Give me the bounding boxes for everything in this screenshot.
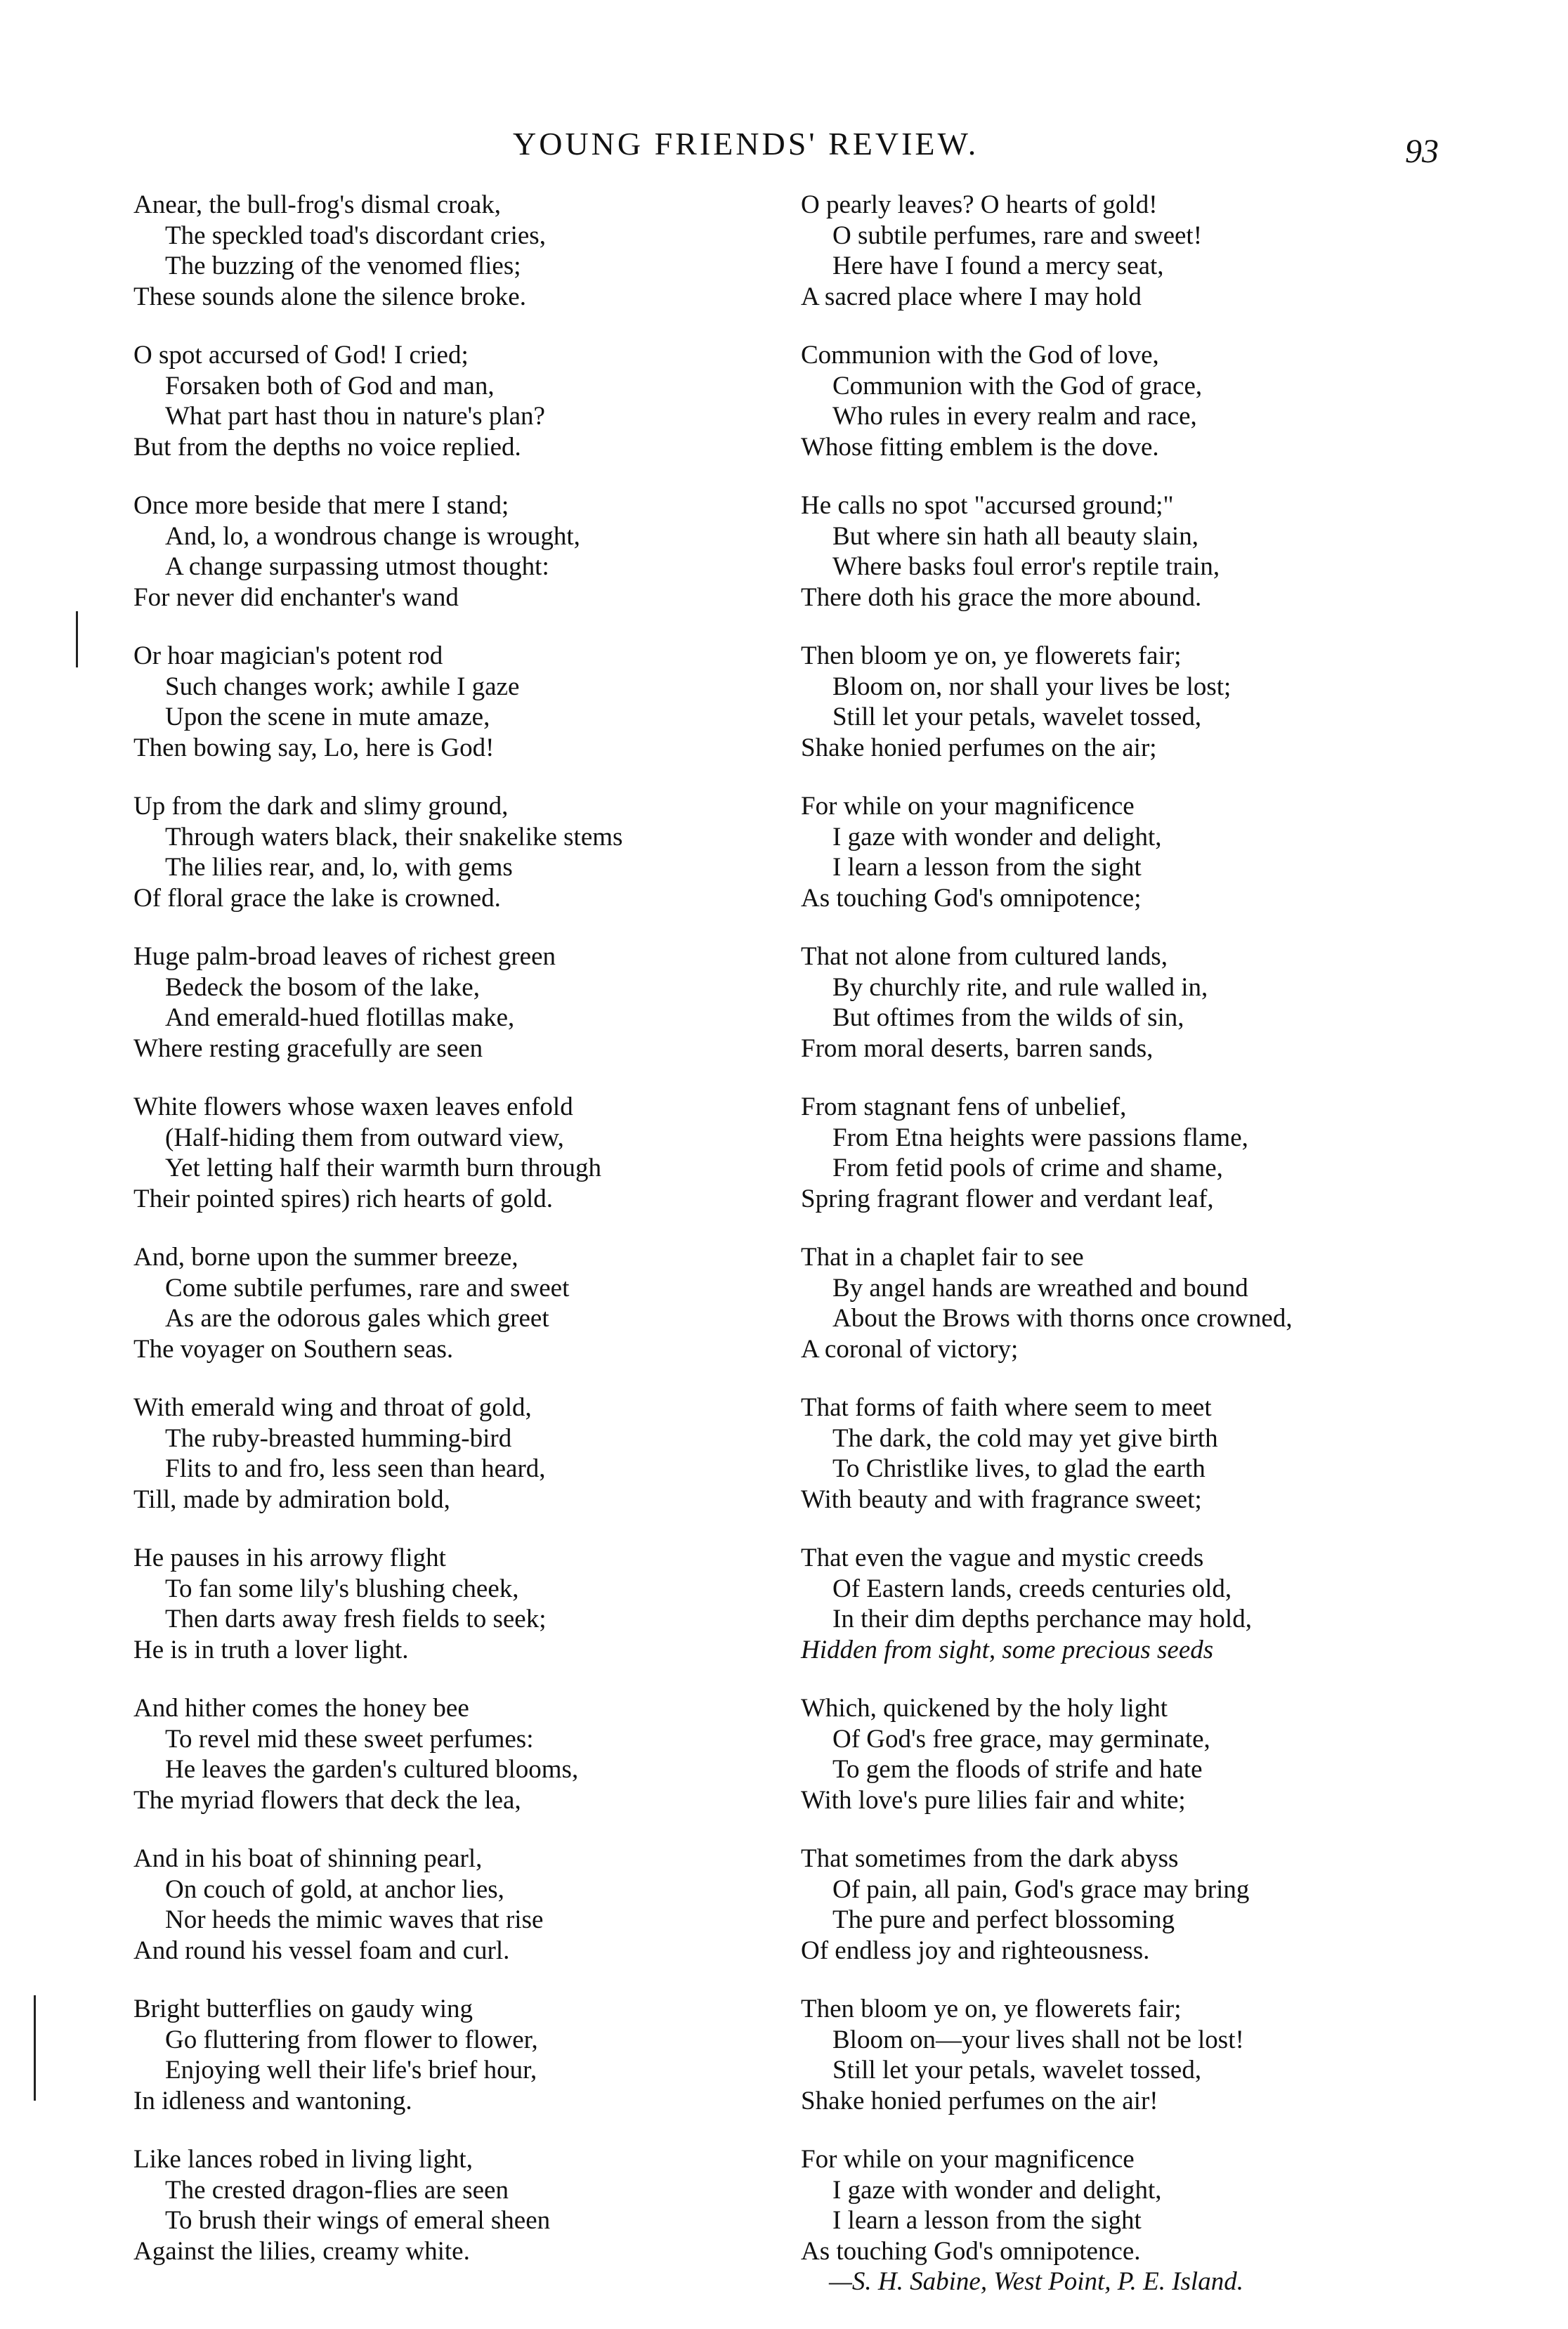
poem-line: O pearly leaves? O hearts of gold! — [801, 190, 1158, 219]
poem-line: As touching God's omnipotence; — [801, 883, 1142, 913]
poem-line: He leaves the garden's cultured blooms, — [165, 1755, 579, 1784]
poem-line: For while on your magnificence — [801, 2145, 1135, 2174]
running-head: YOUNG FRIENDS' REVIEW. — [513, 126, 979, 162]
poem-line: Till, made by admiration bold, — [133, 1485, 450, 1514]
poem-line: Bloom on—your lives shall not be lost! — [832, 2025, 1244, 2054]
poem-stanza — [133, 2144, 780, 2266]
poem-stanza — [133, 340, 780, 462]
poem-line: The dark, the cold may yet give birth — [832, 1423, 1218, 1453]
poem-line: Of pain, all pain, God's grace may bring — [832, 1874, 1250, 1904]
poem-line: Hidden from sight, some precious seeds — [801, 1635, 1214, 1664]
poem-stanza — [133, 190, 780, 312]
poem-stanza — [801, 1693, 1447, 1815]
poem-stanza — [801, 490, 1447, 613]
poem-line: Then bloom ye on, ye flowerets fair; — [801, 1995, 1182, 2023]
poem-line: He is in truth a lover light. — [133, 1635, 409, 1664]
poem-stanza — [133, 1693, 780, 1815]
poem-stanza — [801, 190, 1447, 312]
poem-line: From Etna heights were passions flame, — [832, 1123, 1248, 1152]
poem-line: That in a chaplet fair to see — [801, 1243, 1084, 1272]
poem-line: The voyager on Southern seas. — [133, 1334, 454, 1364]
poem-line: And round his vessel foam and curl. — [133, 1936, 510, 1965]
poem-line: I learn a lesson from the sight — [832, 853, 1142, 882]
poem-line: And, lo, a wondrous change is wrought, — [165, 521, 580, 551]
poem-line: To revel mid these sweet perfumes: — [165, 1724, 534, 1754]
poem-line: Like lances robed in living light, — [133, 2145, 473, 2174]
poem-line: I learn a lesson from the sight — [832, 2206, 1142, 2235]
poem-line: The ruby-breasted humming-bird — [165, 1423, 512, 1453]
poem-line: Of Eastern lands, creeds centuries old, — [832, 1574, 1232, 1603]
poem-line: Go fluttering from flower to flower, — [165, 2025, 538, 2054]
poem-line: To brush their wings of emeral sheen — [165, 2206, 551, 2235]
poem-line: The pure and perfect blossoming — [832, 1905, 1175, 1934]
poem-line: Anear, the bull-frog's dismal croak, — [133, 190, 502, 219]
poem-line: White flowers whose waxen leaves enfold — [133, 1092, 573, 1121]
poem-line: Through waters black, their snakelike stems — [165, 822, 623, 852]
poem-stanza — [133, 1392, 780, 1515]
poem-line: Upon the scene in mute amaze, — [165, 703, 490, 731]
margin-mark — [76, 611, 78, 667]
poem-stanza — [133, 1543, 780, 1665]
poem-line: There doth his grace the more abound. — [801, 582, 1202, 612]
poem-line: Shake honied perfumes on the air; — [801, 733, 1157, 762]
poem-stanza — [801, 1994, 1447, 2116]
poem-line: On couch of gold, at anchor lies, — [165, 1874, 504, 1904]
poem-line: That not alone from cultured lands, — [801, 942, 1168, 971]
poem-line: But where sin hath all beauty slain, — [832, 521, 1198, 551]
poem-line: Still let your petals, wavelet tossed, — [832, 2056, 1202, 2085]
page-header — [0, 125, 1568, 181]
poem-line: Once more beside that mere I stand; — [133, 491, 509, 520]
poem-stanza — [133, 641, 780, 763]
poem-line: Their pointed spires) rich hearts of gold. — [133, 1184, 553, 1213]
poem-line: But from the depths no voice replied. — [133, 432, 521, 462]
poem-line: What part hast thou in nature's plan? — [165, 402, 545, 431]
poem-stanza — [133, 1242, 780, 1364]
poem-line: The buzzing of the venomed flies; — [165, 252, 521, 280]
poem-line: A coronal of victory; — [801, 1334, 1019, 1364]
poem-line: By angel hands are wreathed and bound — [832, 1273, 1248, 1303]
poem-stanza — [801, 340, 1447, 462]
poem-line: Here have I found a mercy seat, — [832, 252, 1164, 280]
poem-line: Yet letting half their warmth burn through — [165, 1154, 602, 1182]
poem-line: Where resting gracefully are seen — [133, 1033, 483, 1063]
poem-line: The lilies rear, and, lo, with gems — [165, 853, 513, 882]
poem-line: From stagnant fens of unbelief, — [801, 1092, 1127, 1121]
poem-line: In idleness and wantoning. — [133, 2086, 412, 2115]
poem-line: Up from the dark and slimy ground, — [133, 792, 509, 821]
poem-stanza — [133, 1844, 780, 1966]
poem-line: From fetid pools of crime and shame, — [832, 1154, 1223, 1182]
poem-stanza — [801, 791, 1447, 913]
poem-line: Who rules in every realm and race, — [832, 402, 1197, 431]
poem-stanza — [801, 2144, 1447, 2297]
poem-stanza — [133, 1994, 780, 2116]
poem-line: And emerald-hued flotillas make, — [165, 1003, 515, 1032]
poem-line: Communion with the God of love, — [801, 341, 1159, 370]
poem-line: The crested dragon-flies are seen — [165, 2175, 509, 2205]
poem-line: A change surpassing utmost thought: — [165, 552, 549, 581]
poem-stanza — [801, 1242, 1447, 1364]
poem-line: Huge palm-broad leaves of richest green — [133, 942, 556, 971]
poem-line: About the Brows with thorns once crowned, — [832, 1304, 1293, 1333]
poem-line: Against the lilies, creamy white. — [133, 2236, 470, 2266]
poem-line: As touching God's omnipotence. — [801, 2236, 1141, 2266]
poem-line: The myriad flowers that deck the lea, — [133, 1785, 521, 1815]
poem-line: He pauses in his arrowy flight — [133, 1544, 446, 1572]
poem-stanza — [133, 1092, 780, 1214]
poem-stanza — [133, 791, 780, 913]
poem-line: He calls no spot "accursed ground;" — [801, 491, 1174, 520]
right-column — [801, 190, 1447, 2325]
poem-line: Of God's free grace, may germinate, — [832, 1724, 1210, 1754]
poem-line: Shake honied perfumes on the air! — [801, 2086, 1158, 2115]
poem-line: I gaze with wonder and delight, — [832, 2175, 1162, 2205]
poem-stanza — [133, 941, 780, 1064]
poem-line: Communion with the God of grace, — [832, 371, 1203, 400]
poem-line: And, borne upon the summer breeze, — [133, 1243, 518, 1272]
poem-line: Of floral grace the lake is crowned. — [133, 883, 501, 913]
poem-line: Then bowing say, Lo, here is God! — [133, 733, 495, 762]
poem-line: To gem the floods of strife and hate — [832, 1755, 1203, 1784]
poem-stanza — [801, 641, 1447, 763]
poem-line: The speckled toad's discordant cries, — [165, 221, 546, 250]
poem-line: Bloom on, nor shall your lives be lost; — [832, 672, 1231, 701]
poem-stanza — [133, 490, 780, 613]
poem-line: Bedeck the bosom of the lake, — [165, 972, 480, 1002]
poem-line: By churchly rite, and rule walled in, — [832, 972, 1208, 1002]
poem-line: To fan some lily's blushing cheek, — [165, 1574, 519, 1603]
poem-line: With emerald wing and throat of gold, — [133, 1393, 532, 1422]
poem-line: Such changes work; awhile I gaze — [165, 672, 520, 701]
poem-line: Of endless joy and righteousness. — [801, 1936, 1150, 1965]
poem-line: To Christlike lives, to glad the earth — [832, 1454, 1206, 1483]
poem-line: (Half-hiding them from outward view, — [165, 1123, 564, 1152]
poem-line: Which, quickened by the holy light — [801, 1694, 1168, 1723]
poem-line: In their dim depths perchance may hold, — [832, 1605, 1252, 1633]
poem-line: And hither comes the honey bee — [133, 1694, 469, 1723]
poem-line: That even the vague and mystic creeds — [801, 1544, 1204, 1572]
page-number: 93 — [1405, 133, 1439, 170]
poem-line: Nor heeds the mimic waves that rise — [165, 1905, 544, 1934]
poem-stanza — [801, 1543, 1447, 1665]
poem-line: And in his boat of shinning pearl, — [133, 1844, 483, 1873]
poem-line: With love's pure lilies fair and white; — [801, 1785, 1186, 1815]
poem-line: That forms of faith where seem to meet — [801, 1393, 1212, 1422]
poem-line: With beauty and with fragrance sweet; — [801, 1485, 1202, 1514]
poem-stanza — [801, 1844, 1447, 1966]
poem-line: Flits to and fro, less seen than heard, — [165, 1454, 546, 1483]
poem-line: Where basks foul error's reptile train, — [832, 552, 1220, 581]
poem-line: Spring fragrant flower and verdant leaf, — [801, 1184, 1214, 1213]
poem-line: A sacred place where I may hold — [801, 282, 1142, 311]
poem-stanza — [801, 941, 1447, 1064]
poem-stanza — [801, 1392, 1447, 1515]
poem-line: That sometimes from the dark abyss — [801, 1844, 1179, 1873]
poem-line: These sounds alone the silence broke. — [133, 282, 526, 311]
poem-line: For never did enchanter's wand — [133, 582, 459, 612]
poem-line: Then bloom ye on, ye flowerets fair; — [801, 641, 1182, 670]
poem-line: Enjoying well their life's brief hour, — [165, 2056, 537, 2085]
poem-line: I gaze with wonder and delight, — [832, 822, 1162, 852]
margin-mark — [34, 1995, 36, 2101]
poem-line: Bright butterflies on gaudy wing — [133, 1995, 473, 2023]
poem-line: But oftimes from the wilds of sin, — [832, 1003, 1184, 1032]
poem-line: As are the odorous gales which greet — [165, 1304, 549, 1333]
poem-line: Come subtile perfumes, rare and sweet — [165, 1273, 570, 1303]
poem-line: O subtile perfumes, rare and sweet! — [832, 221, 1203, 250]
attribution: —S. H. Sabine, West Point, P. E. Island. — [829, 2267, 1243, 2296]
poem-line: From moral deserts, barren sands, — [801, 1033, 1154, 1063]
poem-line: Or hoar magician's potent rod — [133, 641, 443, 670]
poem-line: Forsaken both of God and man, — [165, 371, 495, 400]
left-column — [133, 190, 780, 2295]
poem-line: O spot accursed of God! I cried; — [133, 341, 469, 370]
poem-stanza — [801, 1092, 1447, 1214]
poem-line: For while on your magnificence — [801, 792, 1135, 821]
poem-line: Then darts away fresh fields to seek; — [165, 1605, 547, 1633]
poem-line: Still let your petals, wavelet tossed, — [832, 703, 1202, 731]
poem-line: Whose fitting emblem is the dove. — [801, 432, 1159, 462]
